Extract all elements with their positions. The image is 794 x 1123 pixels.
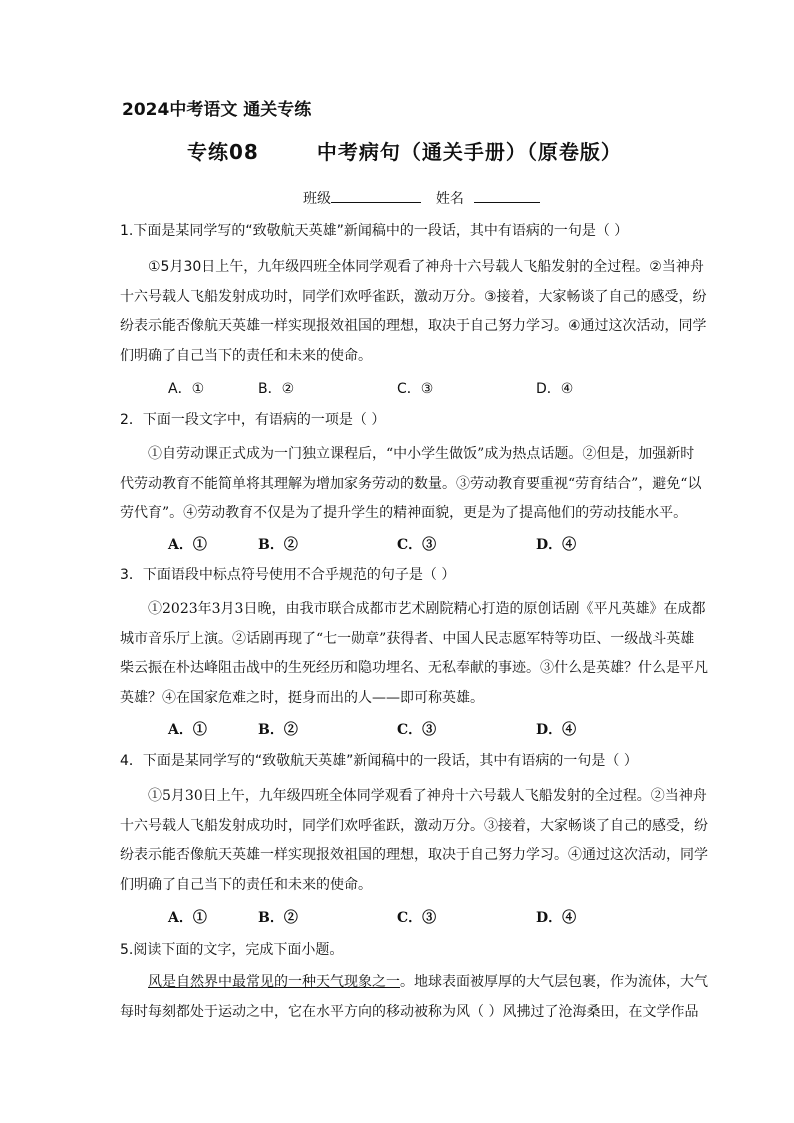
- q4-option-d[interactable]: D．④: [536, 910, 577, 926]
- title-code: 专练08: [187, 140, 259, 164]
- q5-underlined-sentence: 风是自然界中最常见的一种天气现象之一: [148, 974, 400, 990]
- q1-text-line-1: ①5月30日上午，九年级四班全体同学观看了神舟十六号载人飞船发射的全过程。②当神舟: [148, 259, 704, 275]
- q5-text-line-1: [148, 972, 708, 992]
- page-title: [187, 142, 622, 162]
- q2-text-line-1: ①自劳动课正式成为一门独立课程后，“中小学生做饭”成为热点话题。②但是，加强新时: [148, 446, 695, 462]
- q1-option-a[interactable]: A．①: [168, 381, 205, 397]
- q3-text-line-2: 城市音乐厅上演。②话剧再现了“七一勋章”获得者、中国人民志愿军特等功臣、一级战斗英雄: [120, 631, 695, 647]
- name-blank: [474, 188, 540, 203]
- q4-option-a[interactable]: A．①: [168, 910, 207, 926]
- q2-option-c[interactable]: C．③: [397, 537, 437, 553]
- q4-text-line-3: 纷表示能否像航天英雄一样实现报效祖国的理想，取决于自己努力学习。④通过这次活动，同学: [120, 847, 708, 863]
- q3-option-d[interactable]: D．④: [536, 722, 577, 738]
- name-label: 姓名: [435, 191, 464, 207]
- q3-option-c[interactable]: C．③: [397, 722, 437, 738]
- q1-option-c[interactable]: C．③: [397, 381, 434, 397]
- q2-text-line-3: 劳代育”。④劳动教育不仅是为了提升学生的精神面貌，更是为了提高他们的劳动技能水平。: [120, 505, 688, 521]
- q5-text-line-2: 每时每刻都处于运动之中，它在水平方向的移动被称为风（ ）风拂过了沧海桑田，在文学作品: [120, 1004, 699, 1020]
- q4-option-b[interactable]: B．②: [258, 910, 298, 926]
- q5-line1-rest: 。地球表面被厚厚的大气层包裹，作为流体，大气: [400, 974, 708, 990]
- q4-option-c[interactable]: C．③: [397, 910, 437, 926]
- q3-text-line-1: ①2023年3月3日晚，由我市联合成都市艺术剧院精心打造的原创话剧《平凡英雄》在成都: [148, 601, 706, 617]
- series-title: 2024中考语文 通关专练: [122, 100, 312, 120]
- q1-text-line-3: 纷表示能否像航天英雄一样实现报效祖国的理想，取决于自己努力学习。④通过这次活动，同学: [120, 318, 707, 334]
- q1-text-line-2: 十六号载人飞船发射成功时，同学们欢呼雀跃，激动万分。③接着，大家畅谈了自己的感受，纷: [120, 289, 707, 305]
- q4-text-line-4: 们明确了自己当下的责任和未来的使命。: [120, 877, 372, 893]
- class-label: 班级: [303, 191, 331, 207]
- q5-stem: 5.阅读下面的文字，完成下面小题。: [120, 942, 344, 958]
- q4-text-line-2: 十六号载人飞船发射成功时，同学们欢呼雀跃，激动万分。③接着，大家畅谈了自己的感受，纷: [120, 818, 708, 834]
- q3-text-line-4: 英雄？④在国家危难之时，挺身而出的人——即可称英雄。: [120, 690, 484, 706]
- class-name-row: [303, 188, 540, 209]
- q4-stem: 4．下面是某同学写的“致敬航天英雄”新闻稿中的一段话，其中有语病的一句是（ ）: [120, 753, 638, 769]
- q1-option-d[interactable]: D．④: [536, 381, 574, 397]
- q3-text-line-3: 柴云振在朴达峰阻击战中的生死经历和隐功埋名、无私奉献的事迹。③什么是英雄？什么是平凡: [120, 660, 708, 676]
- q3-stem: 3．下面语段中标点符号使用不合乎规范的句子是（ ）: [120, 567, 456, 583]
- title-main: 中考病句（通关手册）（原卷版）: [316, 140, 622, 164]
- q2-stem: 2．下面一段文字中，有语病的一项是（ ）: [120, 412, 386, 428]
- q2-option-a[interactable]: A．①: [168, 537, 207, 553]
- q3-option-a[interactable]: A．①: [168, 722, 207, 738]
- q2-option-d[interactable]: D．④: [536, 537, 577, 553]
- class-blank: [331, 188, 421, 203]
- q2-text-line-2: 代劳动教育不能简单将其理解为增加家务劳动的数量。③劳动教育要重视“劳育结合”，避免“以: [120, 476, 702, 492]
- q4-text-line-1: ①5月30日上午，九年级四班全体同学观看了神舟十六号载人飞船发射的全过程。②当神舟: [148, 788, 707, 804]
- q1-stem: 1.下面是某同学写的“致敬航天英雄”新闻稿中的一段话，其中有语病的一句是（ ）: [120, 223, 629, 239]
- q1-text-line-4: 们明确了自己当下的责任和未来的使命。: [120, 348, 372, 364]
- q3-option-b[interactable]: B．②: [258, 722, 298, 738]
- q1-option-b[interactable]: B．②: [258, 381, 295, 397]
- q2-option-b[interactable]: B．②: [258, 537, 298, 553]
